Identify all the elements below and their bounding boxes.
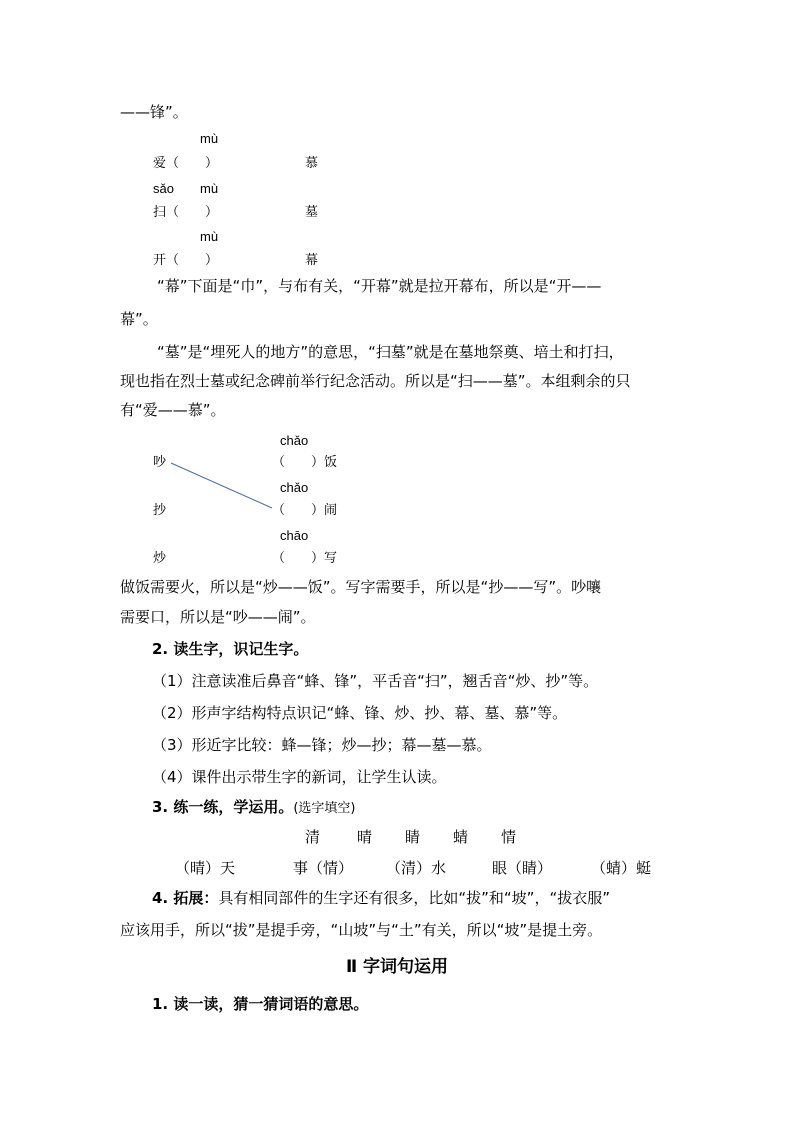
answer-1: （晴）天: [175, 859, 236, 877]
section-2-item-2: （2）形声字结构特点识记“蜂、锋、炒、抄、幕、墓、慕”等。: [152, 704, 568, 722]
section-3-title-row: [152, 797, 356, 819]
paragraph-tomb-cont2: 有“爱——慕”。: [120, 401, 226, 419]
paragraph-mu-curtain-cont: 幕”。: [120, 310, 158, 328]
choice-3: 睛: [405, 828, 421, 846]
paragraph-chao-cont: 需要口，所以是“吵——闹”。: [120, 608, 316, 626]
choice-2: 晴: [357, 828, 373, 846]
match-line: [171, 463, 272, 508]
match2-right-2: （ ）闹: [272, 503, 338, 518]
choice-5: 情: [501, 828, 517, 846]
match2-left-1: 吵: [153, 455, 167, 470]
choice-1: 清: [305, 828, 321, 846]
section-2-item-3: （3）形近字比较：蜂—锋；炒—抄；幕—墓—慕。: [152, 736, 492, 754]
pinyin-mu-2: mù: [200, 181, 219, 196]
answer-4: 眼（睛）: [492, 859, 553, 877]
match1-right-3: 幕: [305, 253, 319, 268]
paragraph-mu-curtain: “幕”下面是“巾”，与布有关，“开幕”就是拉开幕布，所以是“开——: [157, 277, 602, 295]
section-4-row: [152, 888, 610, 908]
section-3-note: (选字填空): [293, 801, 356, 816]
match1-left-2: 扫（ ）: [153, 205, 219, 220]
section-2-item-4: （4）课件出示带生字的新词，让学生认读。: [152, 768, 447, 786]
match1-right-2: 墓: [305, 205, 319, 220]
answer-2: 事（情）: [293, 859, 354, 877]
pinyin-sao: sǎo: [153, 181, 174, 196]
continuation-line: ——锋”。: [120, 103, 188, 121]
paragraph-tomb: “墓”是“埋死人的地方”的意思，“扫墓”就是在墓地祭奠、培土和打扫，: [157, 343, 624, 361]
section-5-title: 1. 读一读，猜一猜词语的意思。: [152, 995, 369, 1013]
match1-right-1: 慕: [305, 156, 319, 171]
paragraph-chao: 做饭需要火，所以是“炒——饭”。写字需要手，所以是“抄——写”。吵嚷: [120, 578, 602, 596]
match2-right-3: （ ）写: [272, 551, 338, 566]
section-2-title: 2. 读生字，识记生字。: [152, 640, 309, 658]
paragraph-tomb-cont: 现也指在烈士墓或纪念碑前举行纪念活动。所以是“扫——墓”。本组剩余的只: [120, 372, 631, 390]
part-heading: Ⅱ 字词句运用: [345, 957, 449, 977]
match2-right-1: （ ）饭: [272, 455, 338, 470]
pinyin-chao-2: chǎo: [280, 480, 309, 495]
match2-left-3: 炒: [153, 551, 167, 566]
match1-left-3: 开（ ）: [153, 253, 219, 268]
choice-4: 蜻: [453, 828, 469, 846]
section-2-item-1: （1）注意读准后鼻音“蜂、锋”，平舌音“扫”，翘舌音“炒、抄”等。: [152, 672, 599, 690]
match2-left-2: 抄: [153, 503, 167, 518]
section-3-title: 3. 练一练，学运用。: [152, 798, 294, 816]
section-4-text-cont: 应该用手，所以“拔”是提手旁，“山坡”与“土”有关，所以“坡”是提土旁。: [120, 921, 603, 939]
match1-left-1: 爱（ ）: [153, 156, 219, 171]
section-4-title: 4. 拓展：: [152, 889, 219, 907]
pinyin-chao-1: chǎo: [280, 433, 309, 448]
answer-3: （清）水: [386, 859, 447, 877]
section-4-text: 具有相同部件的生字还有很多，比如“拔”和“坡”，“拔衣服”: [218, 889, 610, 907]
pinyin-mu-3: mù: [200, 229, 219, 244]
answer-5: （蜻）蜓: [591, 859, 652, 877]
pinyin-chao-3: chāo: [280, 528, 309, 543]
pinyin-mu-1: mù: [200, 131, 219, 146]
